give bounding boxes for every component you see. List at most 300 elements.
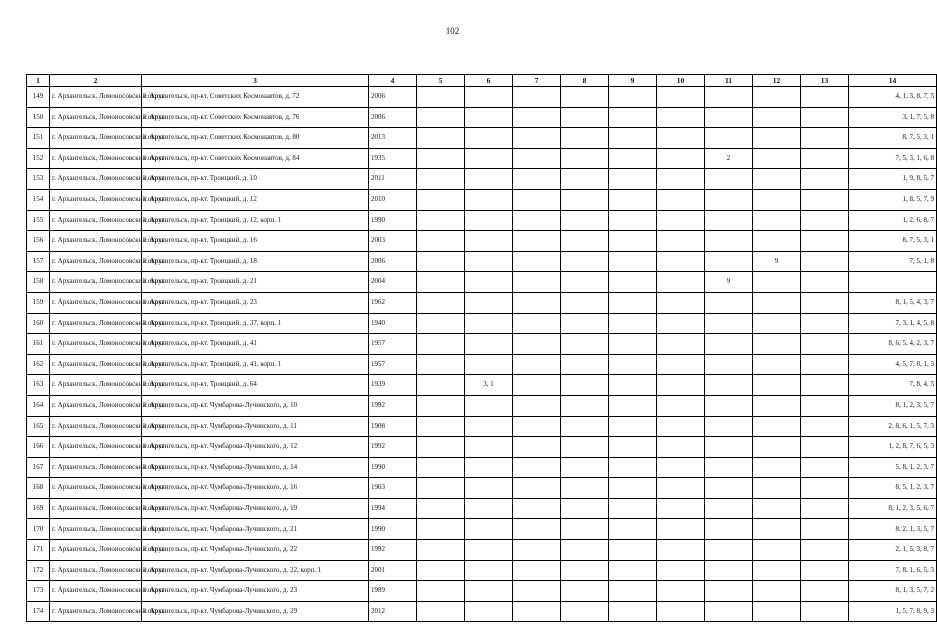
col10-cell: [657, 395, 705, 416]
district-cell: г. Архангельск, Ломоносовский округ: [50, 169, 142, 190]
col8-cell: [561, 231, 609, 252]
district-cell: г. Архангельск, Ломоносовский округ: [50, 231, 142, 252]
year-cell: 2013: [369, 128, 417, 149]
col7-cell: [513, 272, 561, 293]
column-header: 3: [142, 75, 369, 87]
col7-cell: [513, 148, 561, 169]
row-number-cell: 171: [27, 540, 50, 561]
col10-cell: [657, 498, 705, 519]
col9-cell: [609, 210, 657, 231]
year-cell: 2011: [369, 169, 417, 190]
col12-cell: [753, 457, 801, 478]
col7-cell: [513, 498, 561, 519]
col9-cell: [609, 189, 657, 210]
col7-cell: [513, 416, 561, 437]
year-cell: 2006: [369, 87, 417, 108]
table-row: [27, 87, 937, 108]
district-cell: г. Архангельск, Ломоносовский округ: [50, 375, 142, 396]
table-row: [27, 354, 937, 375]
col7-cell: [513, 231, 561, 252]
district-cell: г. Архангельск, Ломоносовский округ: [50, 148, 142, 169]
col14-cell: 1, 8, 5, 7, 9: [849, 189, 937, 210]
row-number-cell: 169: [27, 498, 50, 519]
column-header: 10: [657, 75, 705, 87]
district-cell: г. Архангельск, Ломоносовский округ: [50, 189, 142, 210]
table-row: [27, 457, 937, 478]
col10-cell: [657, 87, 705, 108]
col9-cell: [609, 87, 657, 108]
table-row: [27, 292, 937, 313]
col11-cell: [705, 395, 753, 416]
col5-cell: [417, 210, 465, 231]
table-row: [27, 251, 937, 272]
col9-cell: [609, 601, 657, 622]
col8-cell: [561, 540, 609, 561]
col12-cell: [753, 148, 801, 169]
col11-cell: [705, 478, 753, 499]
year-cell: 1935: [369, 148, 417, 169]
col12-cell: 9: [753, 251, 801, 272]
year-cell: 1903: [369, 478, 417, 499]
col13-cell: [801, 272, 849, 293]
col6-cell: [465, 128, 513, 149]
col9-cell: [609, 169, 657, 190]
col8-cell: [561, 560, 609, 581]
col14-cell: 8, 5, 1, 2, 3, 7: [849, 478, 937, 499]
col12-cell: [753, 231, 801, 252]
column-header: 6: [465, 75, 513, 87]
table-row: [27, 128, 937, 149]
col12-cell: [753, 519, 801, 540]
col10-cell: [657, 128, 705, 149]
col9-cell: [609, 375, 657, 396]
col8-cell: [561, 189, 609, 210]
col8-cell: [561, 292, 609, 313]
col11-cell: [705, 107, 753, 128]
address-cell: г. Архангельск, пр-кт. Чумбарова-Лучинского, д. 23: [142, 581, 369, 602]
col14-cell: 8, 7, 5, 3, 1: [849, 128, 937, 149]
col5-cell: [417, 334, 465, 355]
district-cell: г. Архангельск, Ломоносовский округ: [50, 128, 142, 149]
col9-cell: [609, 540, 657, 561]
col9-cell: [609, 272, 657, 293]
district-cell: г. Архангельск, Ломоносовский округ: [50, 313, 142, 334]
col13-cell: [801, 231, 849, 252]
col5-cell: [417, 272, 465, 293]
col5-cell: [417, 560, 465, 581]
col10-cell: [657, 560, 705, 581]
col5-cell: [417, 519, 465, 540]
district-cell: г. Архангельск, Ломоносовский округ: [50, 272, 142, 293]
row-number-cell: 154: [27, 189, 50, 210]
col6-cell: [465, 251, 513, 272]
col12-cell: [753, 560, 801, 581]
address-cell: г. Архангельск, пр-кт. Троицкий, д. 12, корп. 1: [142, 210, 369, 231]
col7-cell: [513, 334, 561, 355]
col10-cell: [657, 540, 705, 561]
col7-cell: [513, 601, 561, 622]
year-cell: 1957: [369, 354, 417, 375]
table-row: [27, 416, 937, 437]
year-cell: 1992: [369, 395, 417, 416]
row-number-cell: 151: [27, 128, 50, 149]
address-cell: г. Архангельск, пр-кт. Троицкий, д. 10: [142, 169, 369, 190]
address-cell: г. Архангельск, пр-кт. Чумбарова-Лучинского, д. 11: [142, 416, 369, 437]
col8-cell: [561, 498, 609, 519]
col14-cell: 7, 3, 1, 4, 5, 8: [849, 313, 937, 334]
col11-cell: [705, 540, 753, 561]
col6-cell: [465, 519, 513, 540]
header-row: [27, 75, 937, 87]
col6-cell: [465, 581, 513, 602]
col8-cell: [561, 354, 609, 375]
col6-cell: [465, 292, 513, 313]
col10-cell: [657, 581, 705, 602]
table-row: [27, 148, 937, 169]
col11-cell: [705, 498, 753, 519]
address-cell: г. Архангельск, пр-кт. Троицкий, д. 23: [142, 292, 369, 313]
district-cell: г. Архангельск, Ломоносовский округ: [50, 292, 142, 313]
column-header: 8: [561, 75, 609, 87]
col8-cell: [561, 128, 609, 149]
col14-cell: 7, 8, 4, 5: [849, 375, 937, 396]
row-number-cell: 149: [27, 87, 50, 108]
col8-cell: [561, 601, 609, 622]
col12-cell: [753, 437, 801, 458]
col7-cell: [513, 107, 561, 128]
col10-cell: [657, 334, 705, 355]
col7-cell: [513, 292, 561, 313]
year-cell: 2004: [369, 272, 417, 293]
col13-cell: [801, 251, 849, 272]
address-cell: г. Архангельск, пр-кт. Чумбарова-Лучинского, д. 14: [142, 457, 369, 478]
col7-cell: [513, 210, 561, 231]
row-number-cell: 165: [27, 416, 50, 437]
col8-cell: [561, 334, 609, 355]
col10-cell: [657, 457, 705, 478]
district-cell: г. Архангельск, Ломоносовский округ: [50, 457, 142, 478]
column-header: 1: [27, 75, 50, 87]
col13-cell: [801, 375, 849, 396]
year-cell: 2001: [369, 560, 417, 581]
col6-cell: [465, 478, 513, 499]
col7-cell: [513, 581, 561, 602]
col14-cell: 1, 2, 8, 7, 6, 5, 3: [849, 437, 937, 458]
col8-cell: [561, 437, 609, 458]
col9-cell: [609, 395, 657, 416]
row-number-cell: 173: [27, 581, 50, 602]
address-cell: г. Архангельск, пр-кт. Чумбарова-Лучинского, д. 22: [142, 540, 369, 561]
col11-cell: [705, 354, 753, 375]
col9-cell: [609, 498, 657, 519]
col11-cell: [705, 560, 753, 581]
column-header: 11: [705, 75, 753, 87]
col12-cell: [753, 272, 801, 293]
col8-cell: [561, 107, 609, 128]
col14-cell: 1, 2, 6, 8, 7: [849, 210, 937, 231]
col7-cell: [513, 354, 561, 375]
table-row: [27, 107, 937, 128]
year-cell: 2012: [369, 601, 417, 622]
col7-cell: [513, 540, 561, 561]
col13-cell: [801, 169, 849, 190]
col8-cell: [561, 375, 609, 396]
col9-cell: [609, 478, 657, 499]
col9-cell: [609, 292, 657, 313]
col11-cell: [705, 210, 753, 231]
col10-cell: [657, 519, 705, 540]
row-number-cell: 159: [27, 292, 50, 313]
col11-cell: [705, 169, 753, 190]
col10-cell: [657, 292, 705, 313]
address-cell: г. Архангельск, пр-кт. Троицкий, д. 16: [142, 231, 369, 252]
col6-cell: [465, 87, 513, 108]
col14-cell: 8, 6, 5, 4, 2, 3, 7: [849, 334, 937, 355]
col10-cell: [657, 169, 705, 190]
row-number-cell: 158: [27, 272, 50, 293]
col5-cell: [417, 189, 465, 210]
col13-cell: [801, 87, 849, 108]
column-header: 13: [801, 75, 849, 87]
table-row: [27, 231, 937, 252]
col10-cell: [657, 189, 705, 210]
district-cell: г. Архангельск, Ломоносовский округ: [50, 519, 142, 540]
col14-cell: 8, 2, 1, 3, 5, 7: [849, 519, 937, 540]
col12-cell: [753, 540, 801, 561]
district-cell: г. Архангельск, Ломоносовский округ: [50, 540, 142, 561]
col6-cell: [465, 189, 513, 210]
col5-cell: [417, 375, 465, 396]
col8-cell: [561, 395, 609, 416]
address-cell: г. Архангельск, пр-кт. Троицкий, д. 21: [142, 272, 369, 293]
col13-cell: [801, 540, 849, 561]
row-number-cell: 156: [27, 231, 50, 252]
address-cell: г. Архангельск, пр-кт. Советских Космонавтов, д. 84: [142, 148, 369, 169]
col11-cell: 2: [705, 148, 753, 169]
col14-cell: 7, 8, 1, 6, 5, 3: [849, 560, 937, 581]
col13-cell: [801, 437, 849, 458]
district-cell: г. Архангельск, Ломоносовский округ: [50, 498, 142, 519]
col12-cell: [753, 416, 801, 437]
col7-cell: [513, 519, 561, 540]
table-row: [27, 313, 937, 334]
col14-cell: 7, 5, 1, 8: [849, 251, 937, 272]
address-cell: г. Архангельск, пр-кт. Советских Космонавтов, д. 80: [142, 128, 369, 149]
col5-cell: [417, 148, 465, 169]
district-cell: г. Архангельск, Ломоносовский округ: [50, 210, 142, 231]
address-cell: г. Архангельск, пр-кт. Троицкий, д. 41: [142, 334, 369, 355]
col5-cell: [417, 437, 465, 458]
col12-cell: [753, 210, 801, 231]
table-row: [27, 395, 937, 416]
col14-cell: 4, 5, 7, 8, 1, 3: [849, 354, 937, 375]
col12-cell: [753, 581, 801, 602]
col8-cell: [561, 313, 609, 334]
col7-cell: [513, 395, 561, 416]
column-header: 9: [609, 75, 657, 87]
col5-cell: [417, 498, 465, 519]
col14-cell: 8, 1, 2, 3, 5, 7: [849, 395, 937, 416]
col6-cell: [465, 107, 513, 128]
row-number-cell: 150: [27, 107, 50, 128]
year-cell: 1962: [369, 292, 417, 313]
col11-cell: [705, 313, 753, 334]
col14-cell: 2, 1, 5, 3, 8, 7: [849, 540, 937, 561]
col12-cell: [753, 498, 801, 519]
col13-cell: [801, 128, 849, 149]
col7-cell: [513, 169, 561, 190]
col6-cell: [465, 313, 513, 334]
table-row: [27, 498, 937, 519]
col6-cell: [465, 148, 513, 169]
col5-cell: [417, 231, 465, 252]
year-cell: 1994: [369, 498, 417, 519]
col6-cell: [465, 169, 513, 190]
col12-cell: [753, 189, 801, 210]
col9-cell: [609, 313, 657, 334]
year-cell: 1940: [369, 313, 417, 334]
district-cell: г. Архангельск, Ломоносовский округ: [50, 354, 142, 375]
row-number-cell: 152: [27, 148, 50, 169]
col13-cell: [801, 210, 849, 231]
col9-cell: [609, 437, 657, 458]
table-row: [27, 189, 937, 210]
col12-cell: [753, 395, 801, 416]
col6-cell: [465, 498, 513, 519]
col9-cell: [609, 231, 657, 252]
row-number-cell: 153: [27, 169, 50, 190]
col12-cell: [753, 375, 801, 396]
col10-cell: [657, 437, 705, 458]
col11-cell: [705, 292, 753, 313]
col11-cell: [705, 189, 753, 210]
col8-cell: [561, 148, 609, 169]
col14-cell: 8, 1, 5, 4, 3, 7: [849, 292, 937, 313]
housing-table: [26, 74, 937, 622]
address-cell: г. Архангельск, пр-кт. Троицкий, д. 12: [142, 189, 369, 210]
address-cell: г. Архангельск, пр-кт. Чумбарова-Лучинского, д. 16: [142, 478, 369, 499]
col5-cell: [417, 169, 465, 190]
col5-cell: [417, 416, 465, 437]
col11-cell: [705, 334, 753, 355]
table-row: [27, 169, 937, 190]
col10-cell: [657, 210, 705, 231]
col13-cell: [801, 581, 849, 602]
col13-cell: [801, 334, 849, 355]
col5-cell: [417, 540, 465, 561]
col11-cell: [705, 375, 753, 396]
col13-cell: [801, 457, 849, 478]
col9-cell: [609, 581, 657, 602]
col7-cell: [513, 457, 561, 478]
col10-cell: [657, 231, 705, 252]
address-cell: г. Архангельск, пр-кт. Троицкий, д. 37, корп. 1: [142, 313, 369, 334]
row-number-cell: 174: [27, 601, 50, 622]
col11-cell: [705, 87, 753, 108]
table-header: [27, 75, 937, 87]
col7-cell: [513, 375, 561, 396]
year-cell: 1989: [369, 581, 417, 602]
year-cell: 1939: [369, 375, 417, 396]
col12-cell: [753, 128, 801, 149]
col5-cell: [417, 457, 465, 478]
col5-cell: [417, 251, 465, 272]
col11-cell: [705, 416, 753, 437]
address-cell: г. Архангельск, пр-кт. Троицкий, д. 18: [142, 251, 369, 272]
col12-cell: [753, 107, 801, 128]
table-row: [27, 478, 937, 499]
col9-cell: [609, 416, 657, 437]
column-header: 4: [369, 75, 417, 87]
district-cell: г. Архангельск, Ломоносовский округ: [50, 581, 142, 602]
table-row: [27, 560, 937, 581]
col5-cell: [417, 395, 465, 416]
col10-cell: [657, 107, 705, 128]
col9-cell: [609, 148, 657, 169]
col14-cell: 1, 9, 8, 5, 7: [849, 169, 937, 190]
col13-cell: [801, 292, 849, 313]
table-body: [27, 87, 937, 622]
col13-cell: [801, 107, 849, 128]
district-cell: г. Архангельск, Ломоносовский округ: [50, 601, 142, 622]
col7-cell: [513, 128, 561, 149]
year-cell: 1992: [369, 540, 417, 561]
col8-cell: [561, 272, 609, 293]
col13-cell: [801, 601, 849, 622]
col13-cell: [801, 189, 849, 210]
col14-cell: 7, 5, 3, 1, 6, 8: [849, 148, 937, 169]
district-cell: г. Архангельск, Ломоносовский округ: [50, 334, 142, 355]
col6-cell: [465, 354, 513, 375]
col9-cell: [609, 334, 657, 355]
year-cell: 2010: [369, 189, 417, 210]
col6-cell: [465, 601, 513, 622]
col11-cell: [705, 601, 753, 622]
col9-cell: [609, 354, 657, 375]
row-number-cell: 172: [27, 560, 50, 581]
col7-cell: [513, 87, 561, 108]
col14-cell: 8, 7, 5, 3, 1: [849, 231, 937, 252]
col11-cell: [705, 457, 753, 478]
col5-cell: [417, 107, 465, 128]
table-row: [27, 437, 937, 458]
page-number: 102: [445, 26, 460, 36]
col10-cell: [657, 601, 705, 622]
col7-cell: [513, 560, 561, 581]
col10-cell: [657, 272, 705, 293]
col12-cell: [753, 292, 801, 313]
row-number-cell: 155: [27, 210, 50, 231]
col8-cell: [561, 457, 609, 478]
year-cell: 1990: [369, 210, 417, 231]
col6-cell: [465, 272, 513, 293]
col6-cell: [465, 457, 513, 478]
col11-cell: [705, 231, 753, 252]
year-cell: 2003: [369, 231, 417, 252]
col6-cell: [465, 560, 513, 581]
col11-cell: [705, 519, 753, 540]
col12-cell: [753, 87, 801, 108]
col11-cell: [705, 437, 753, 458]
col14-cell: 5, 8, 1, 2, 3, 7: [849, 457, 937, 478]
district-cell: г. Архангельск, Ломоносовский округ: [50, 87, 142, 108]
col5-cell: [417, 601, 465, 622]
col13-cell: [801, 148, 849, 169]
table-row: [27, 540, 937, 561]
column-header: 14: [849, 75, 937, 87]
year-cell: 1990: [369, 519, 417, 540]
col12-cell: [753, 169, 801, 190]
